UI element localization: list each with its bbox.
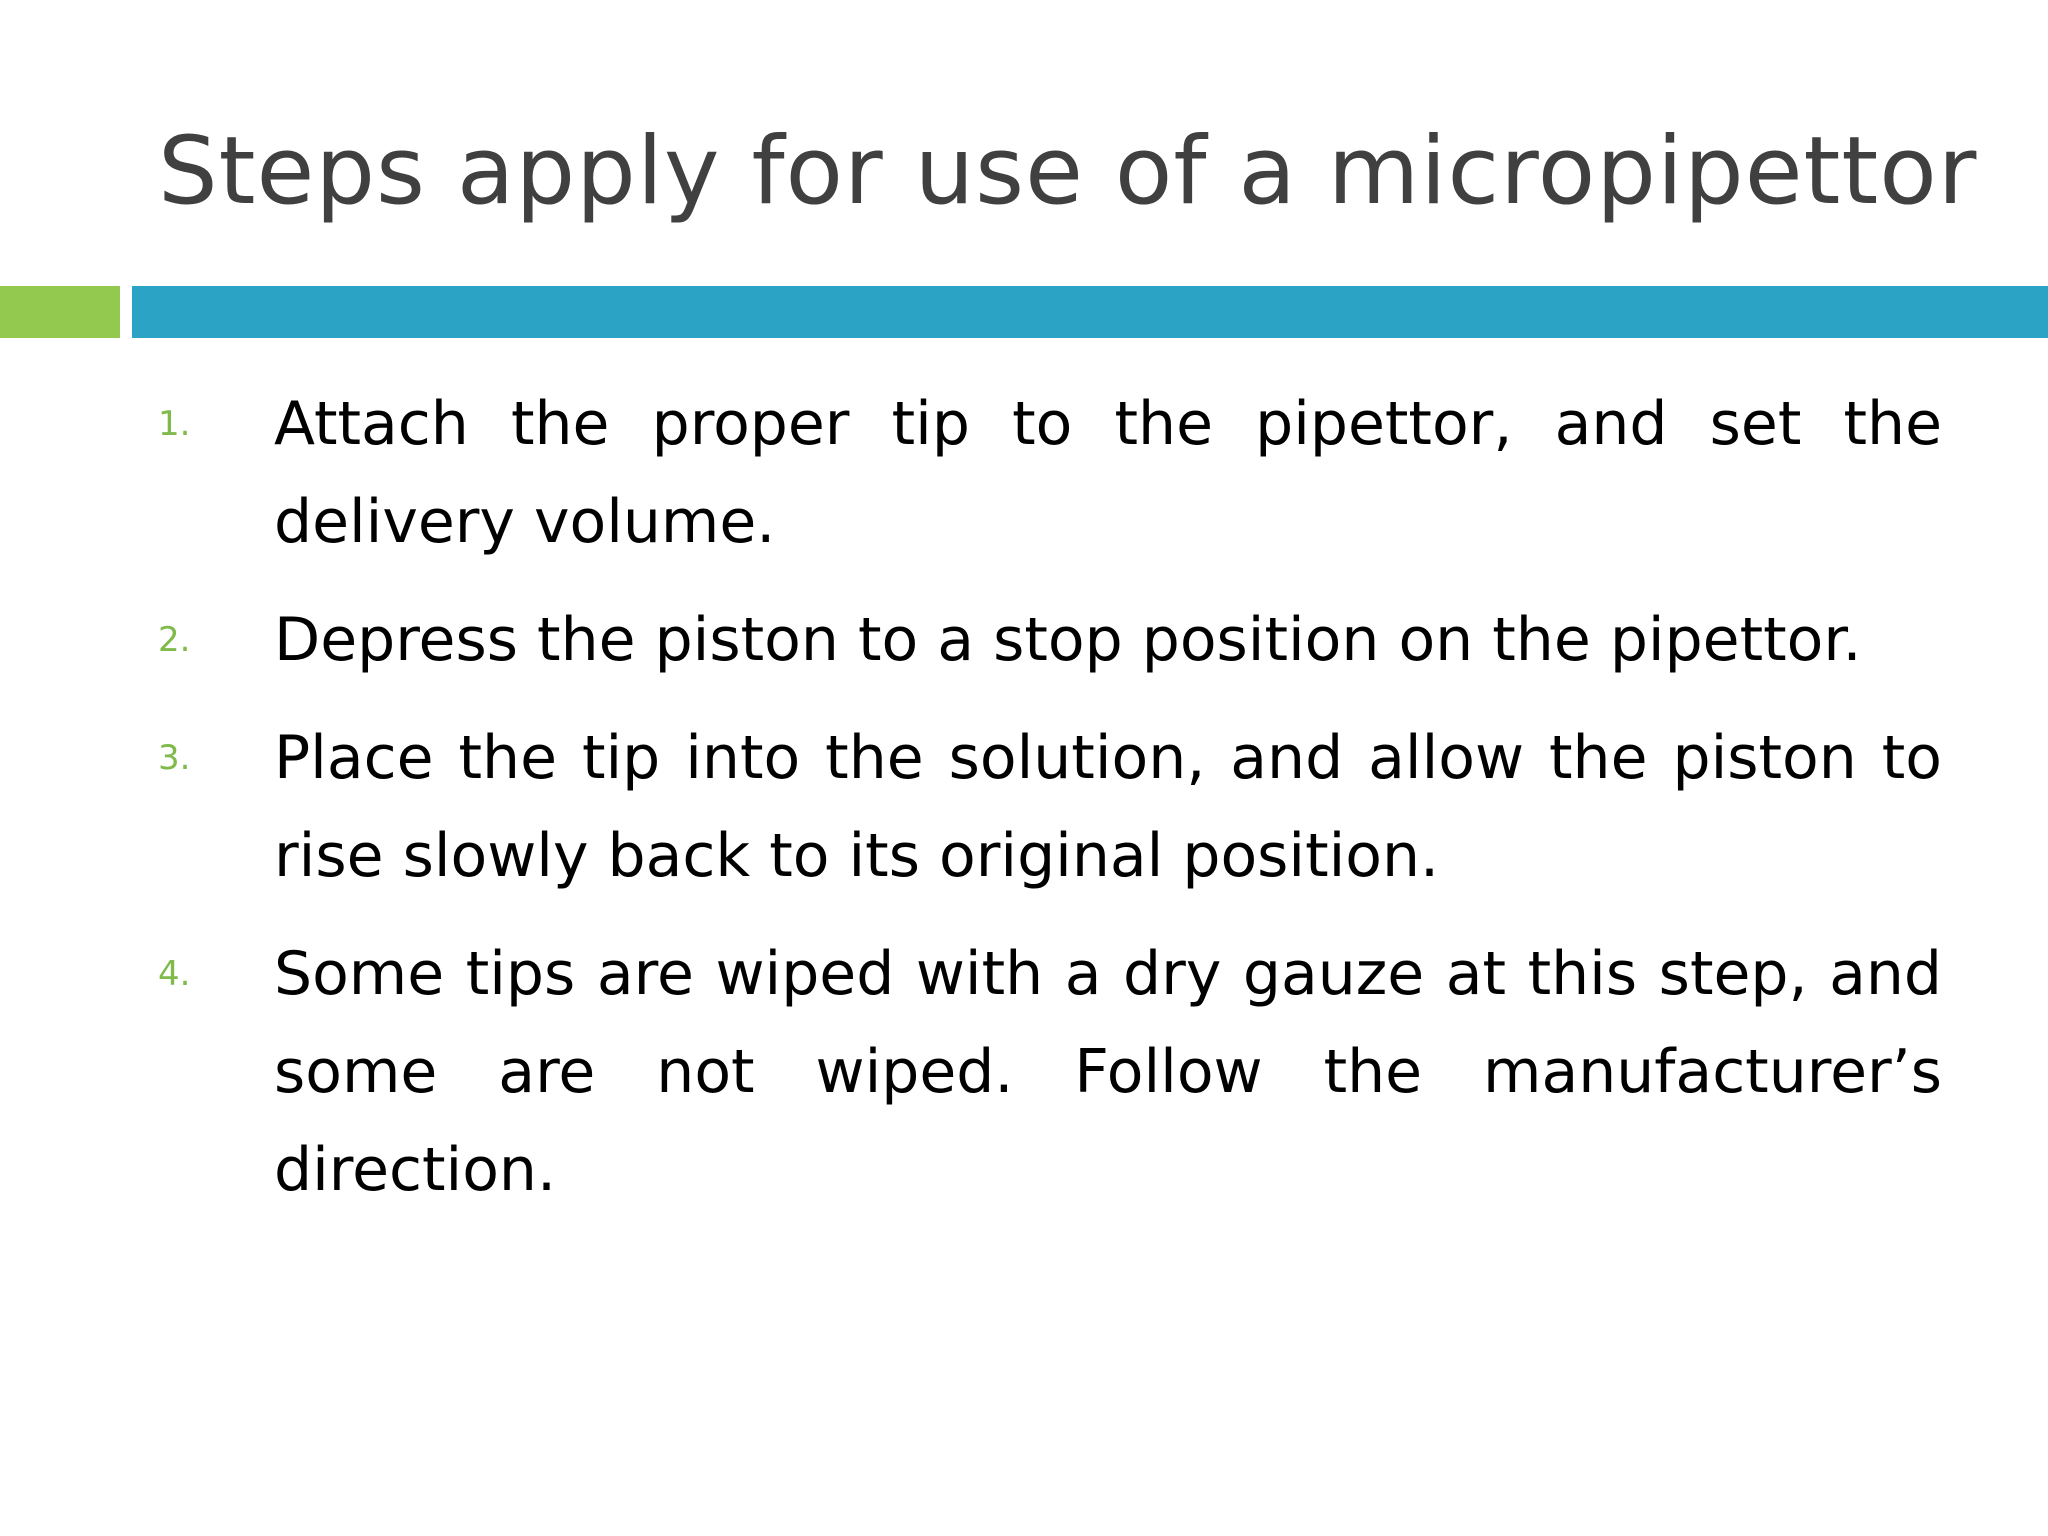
list-item	[158, 709, 1942, 905]
step-text: Place the tip into the solution, and allow the piston to rise slowly back to its original position.	[274, 723, 1942, 891]
step-number: 1.	[158, 404, 191, 444]
accent-bar-green	[0, 286, 120, 338]
step-number: 3.	[158, 738, 191, 778]
step-number: 4.	[158, 954, 191, 994]
step-text: Attach the proper tip to the pipettor, and set the delivery volume.	[274, 389, 1942, 557]
list-item	[158, 591, 1942, 689]
step-number: 2.	[158, 620, 191, 660]
accent-bar-blue	[132, 286, 2048, 338]
list-item	[158, 375, 1942, 571]
steps-list	[158, 375, 1942, 1239]
list-item	[158, 925, 1942, 1219]
slide-title: Steps apply for use of a micropipettor	[158, 117, 1978, 226]
step-text: Depress the piston to a stop position on the pipettor.	[274, 605, 1862, 675]
step-text: Some tips are wiped with a dry gauze at this step, and some are not wiped. Follow the manufacturer’s direction.	[274, 939, 1942, 1205]
